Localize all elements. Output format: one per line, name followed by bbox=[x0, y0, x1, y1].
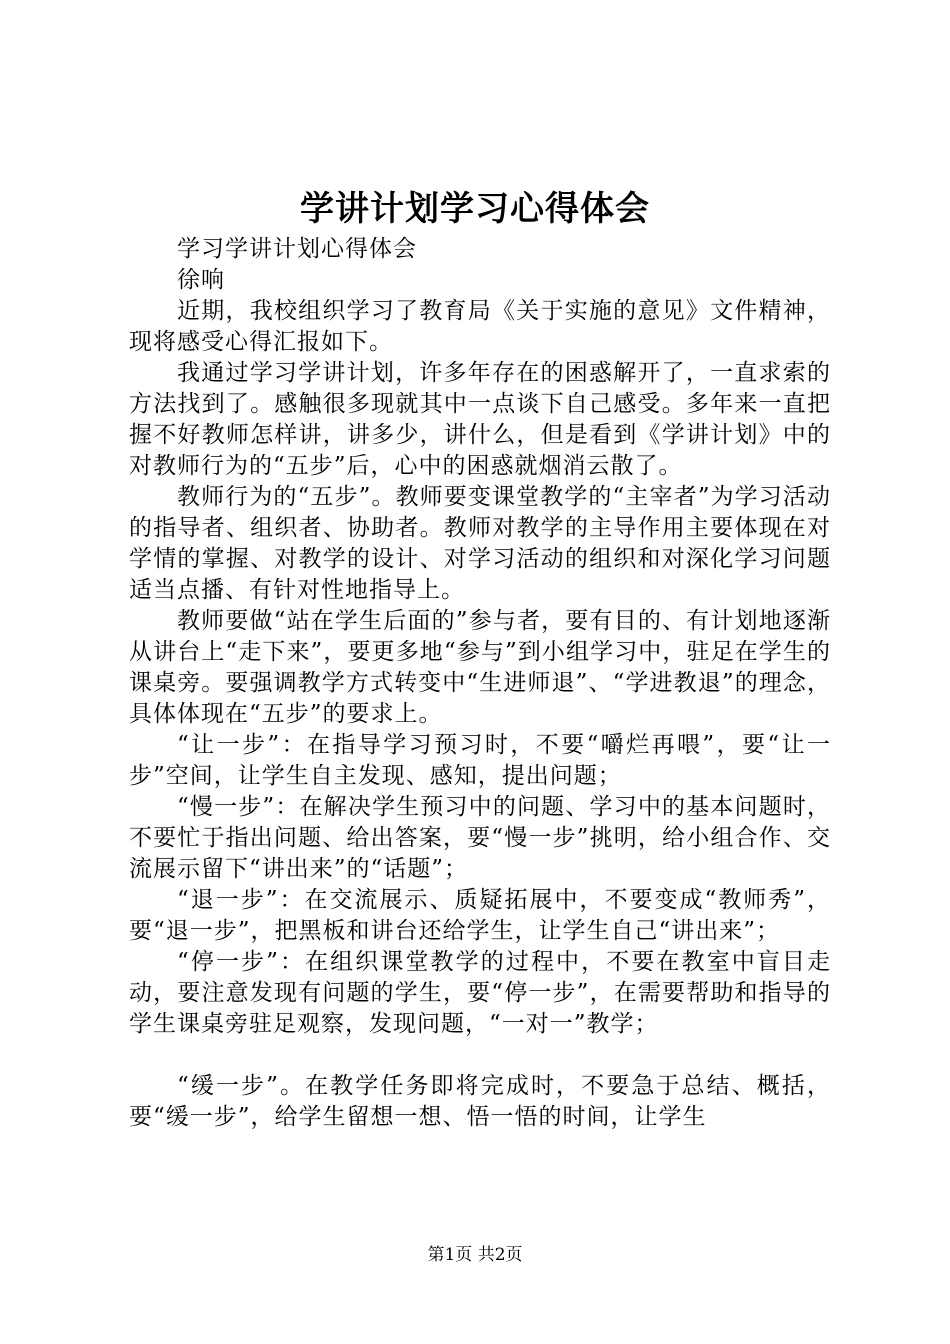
page-number-footer: 第1页 共2页 bbox=[427, 1245, 523, 1265]
paragraph: 近期，我校组织学习了教育局《关于实施的意见》文件精神，现将感受心得汇报如下。 bbox=[129, 298, 831, 355]
paragraph: 教师要做“站在学生后面的”参与者，要有目的、有计划地逐渐从讲台上“走下来”，要更多地“参与”到小组学习中，驻足在学生的课桌旁。要强调教学方式转变中“生进师退”、“学进教退”的理念，具体体现在“五步”的要求上。 bbox=[129, 608, 831, 727]
paragraph: “退一步”：在交流展示、质疑拓展中，不要变成“教师秀”，要“退一步”，把黑板和讲台还给学生，让学生自己“讲出来”； bbox=[129, 887, 831, 944]
paragraph-author: 徐响 bbox=[177, 267, 225, 293]
document-body bbox=[129, 234, 831, 1133]
document-title: 学讲计划学习心得体会 bbox=[300, 189, 650, 229]
paragraph-subtitle: 学习学讲计划心得体会 bbox=[177, 236, 417, 262]
paragraph: “缓一步”。在教学任务即将完成时，不要急于总结、概括，要“缓一步”，给学生留想一想、悟一悟的时间，让学生 bbox=[129, 1073, 831, 1130]
paragraph: “慢一步”：在解决学生预习中的问题、学习中的基本问题时，不要忙于指出问题、给出答案，要“慢一步”挑明，给小组合作、交流展示留下“讲出来”的“话题”； bbox=[129, 794, 831, 882]
paragraph: 教师行为的“五步”。教师要变课堂教学的“主宰者”为学习活动的指导者、组织者、协助者。教师对教学的主导作用主要体现在对学情的掌握、对教学的设计、对学习活动的组织和对深化学习问题适当点播、有针对性地指导上。 bbox=[129, 484, 831, 603]
paragraph: “让一步”：在指导学习预习时，不要“嚼烂再喂”，要“让一步”空间，让学生自主发现、感知，提出问题； bbox=[129, 732, 831, 789]
paragraph: “停一步”：在组织课堂教学的过程中，不要在教室中盲目走动，要注意发现有问题的学生，要“停一步”，在需要帮助和指导的学生课桌旁驻足观察，发现问题，“一对一”教学； bbox=[129, 949, 831, 1037]
paragraph: 我通过学习学讲计划，许多年存在的困惑解开了，一直求索的方法找到了。感触很多现就其中一点谈下自己感受。多年来一直把握不好教师怎样讲，讲多少，讲什么，但是看到《学讲计划》中的对教师行为的“五步”后，心中的困惑就烟消云散了。 bbox=[129, 360, 831, 479]
